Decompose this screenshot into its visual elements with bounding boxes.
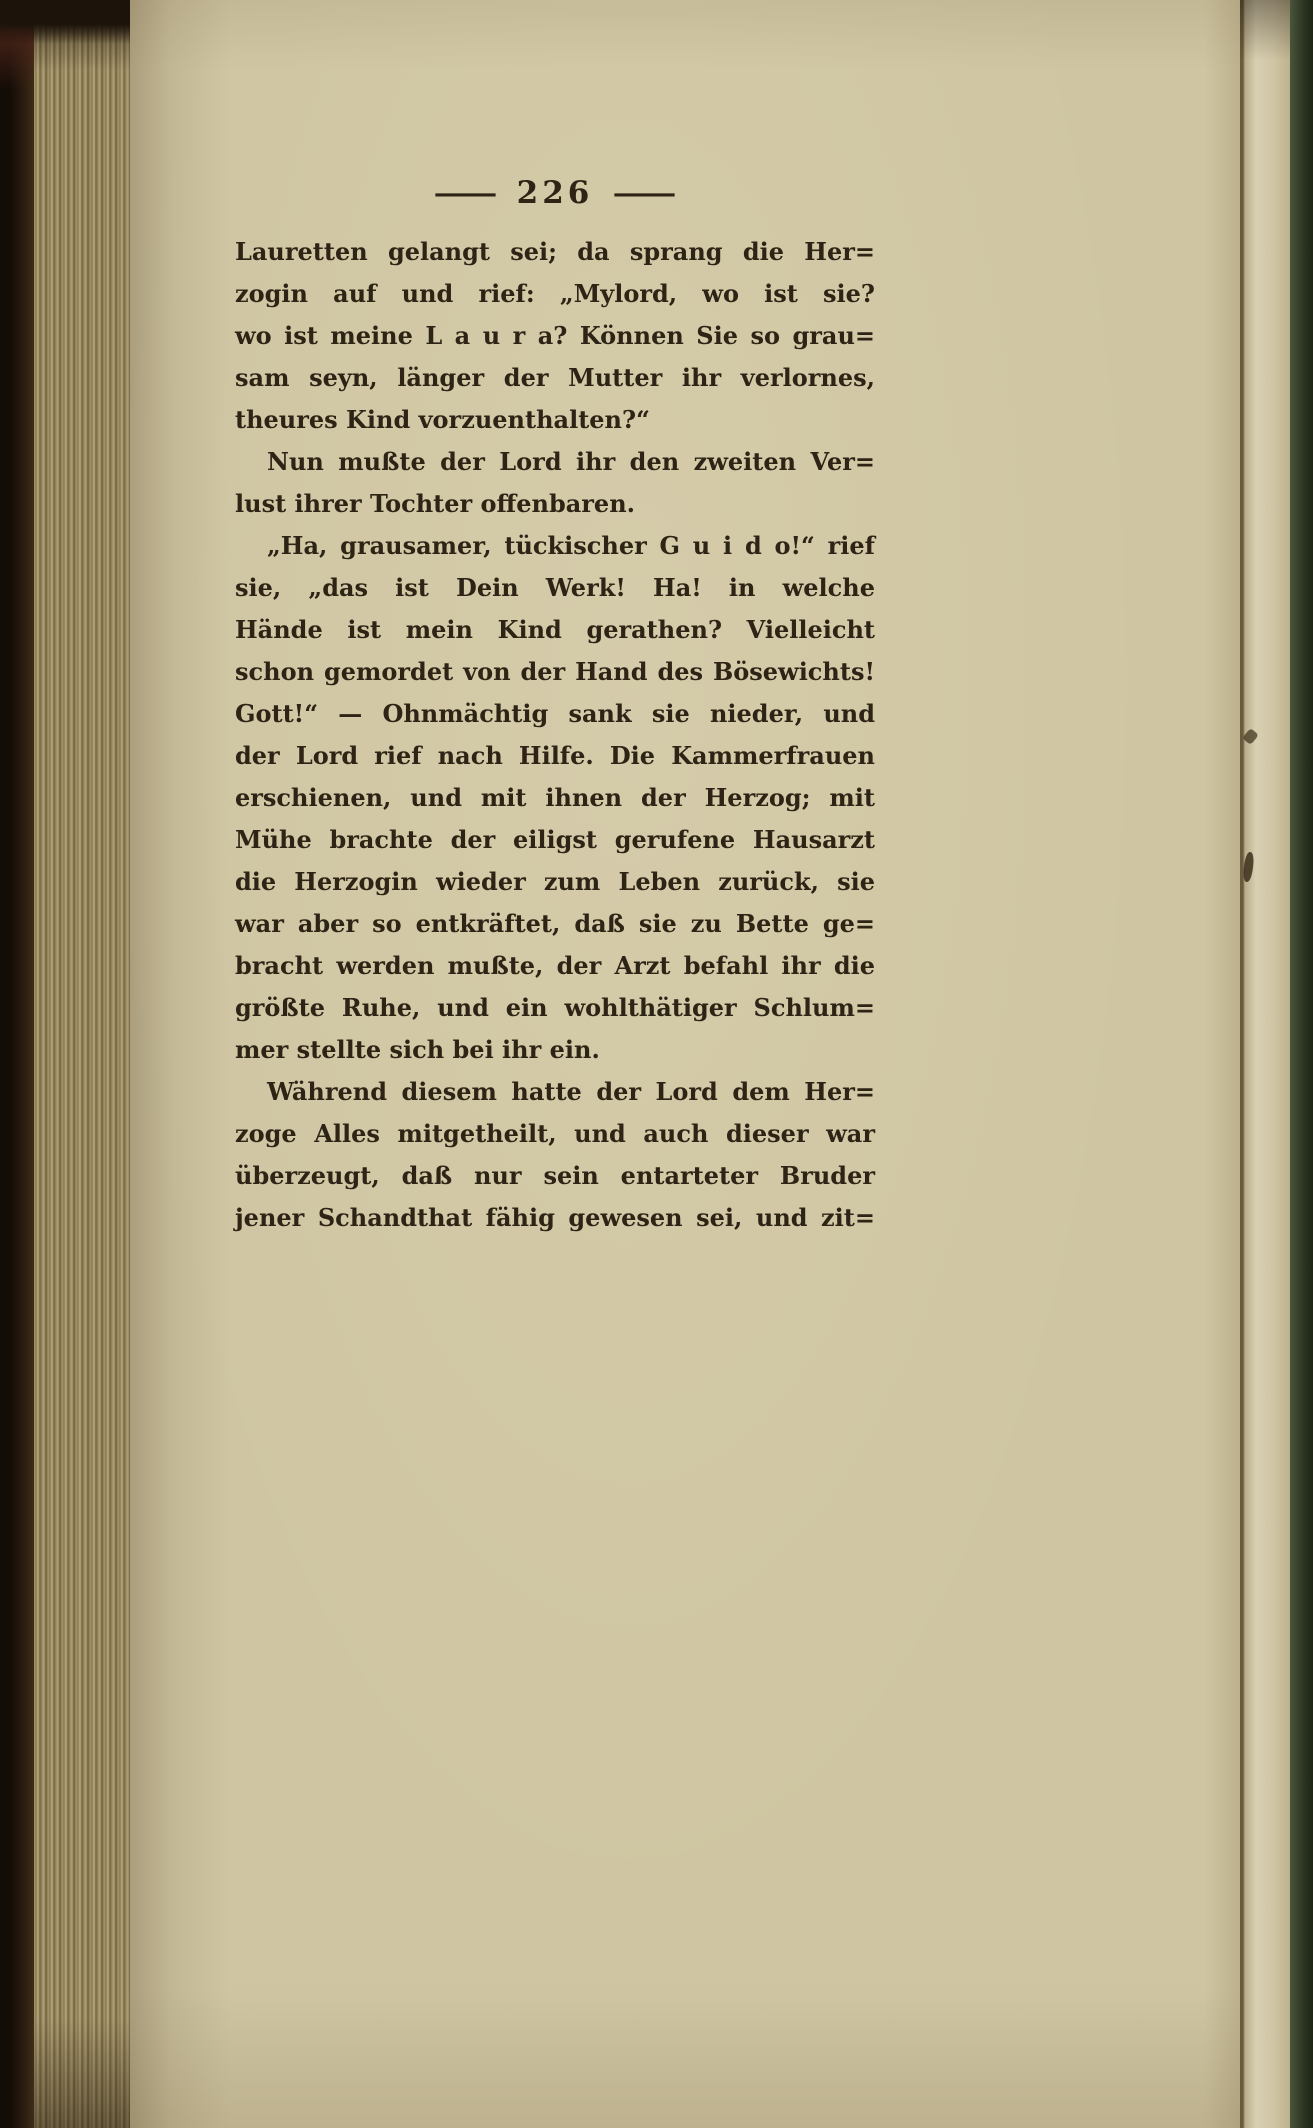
text-line: Mühe brachte der eiligst gerufene Hausarzt (235, 825, 875, 854)
text-line: bracht werden mußte, der Arzt befahl ihr die (235, 951, 875, 980)
text-line: Gott!“ — Ohnmächtig sank sie nieder, und (235, 699, 875, 728)
page-header (235, 175, 875, 211)
text-line: lust ihrer Tochter offenbaren. (235, 489, 636, 518)
text-line: jener Schandthat fähig gewesen sei, und zit= (235, 1203, 875, 1232)
header-dash-left: — (431, 178, 499, 209)
text-line: der Lord rief nach Hilfe. Die Kammerfrauen (235, 741, 875, 770)
text-line: mer stellte sich bei ihr ein. (235, 1035, 600, 1064)
text-line: Nun mußte der Lord ihr den zweiten Ver= (267, 447, 875, 476)
text-line: zoge Alles mitgetheilt, und auch dieser war (235, 1119, 875, 1148)
right-page-edge (1240, 0, 1290, 2128)
header-dash-right: — (611, 178, 679, 209)
text-line: größte Ruhe, und ein wohlthätiger Schlum= (235, 993, 875, 1022)
page-number: 226 (516, 175, 594, 211)
book-cover-left-edge (0, 0, 34, 2128)
text-line: war aber so entkräftet, daß sie zu Bette ge= (235, 909, 875, 938)
text-line: sie, „das ist Dein Werk! Ha! in welche (235, 573, 875, 602)
text-line: schon gemordet von der Hand des Bösewichts! (235, 657, 875, 686)
stacked-page-edges (34, 0, 130, 2128)
book-cover-right-edge (1290, 0, 1313, 2128)
text-line: Lauretten gelangt sei; da sprang die Her= (235, 237, 875, 266)
text-line: zogin auf und rief: „Mylord, wo ist sie? (235, 279, 875, 308)
text-line: Während diesem hatte der Lord dem Her= (267, 1077, 875, 1106)
page-content (235, 175, 875, 1239)
text-line: erschienen, und mit ihnen der Herzog; mit (235, 783, 875, 812)
text-line: theures Kind vorzuenthalten?“ (235, 405, 650, 434)
text-line: wo ist meine L a u r a? Können Sie so grau= (235, 321, 875, 350)
text-line: die Herzogin wieder zum Leben zurück, sie (235, 867, 875, 896)
book-page (130, 0, 1240, 2128)
text-line: sam seyn, länger der Mutter ihr verlornes, (235, 363, 875, 392)
page-text (235, 231, 875, 1239)
text-line: Hände ist mein Kind gerathen? Vielleicht (235, 615, 875, 644)
text-line: „Ha, grausamer, tückischer G u i d o!“ rief (267, 531, 875, 560)
text-line: überzeugt, daß nur sein entarteter Bruder (235, 1161, 875, 1190)
